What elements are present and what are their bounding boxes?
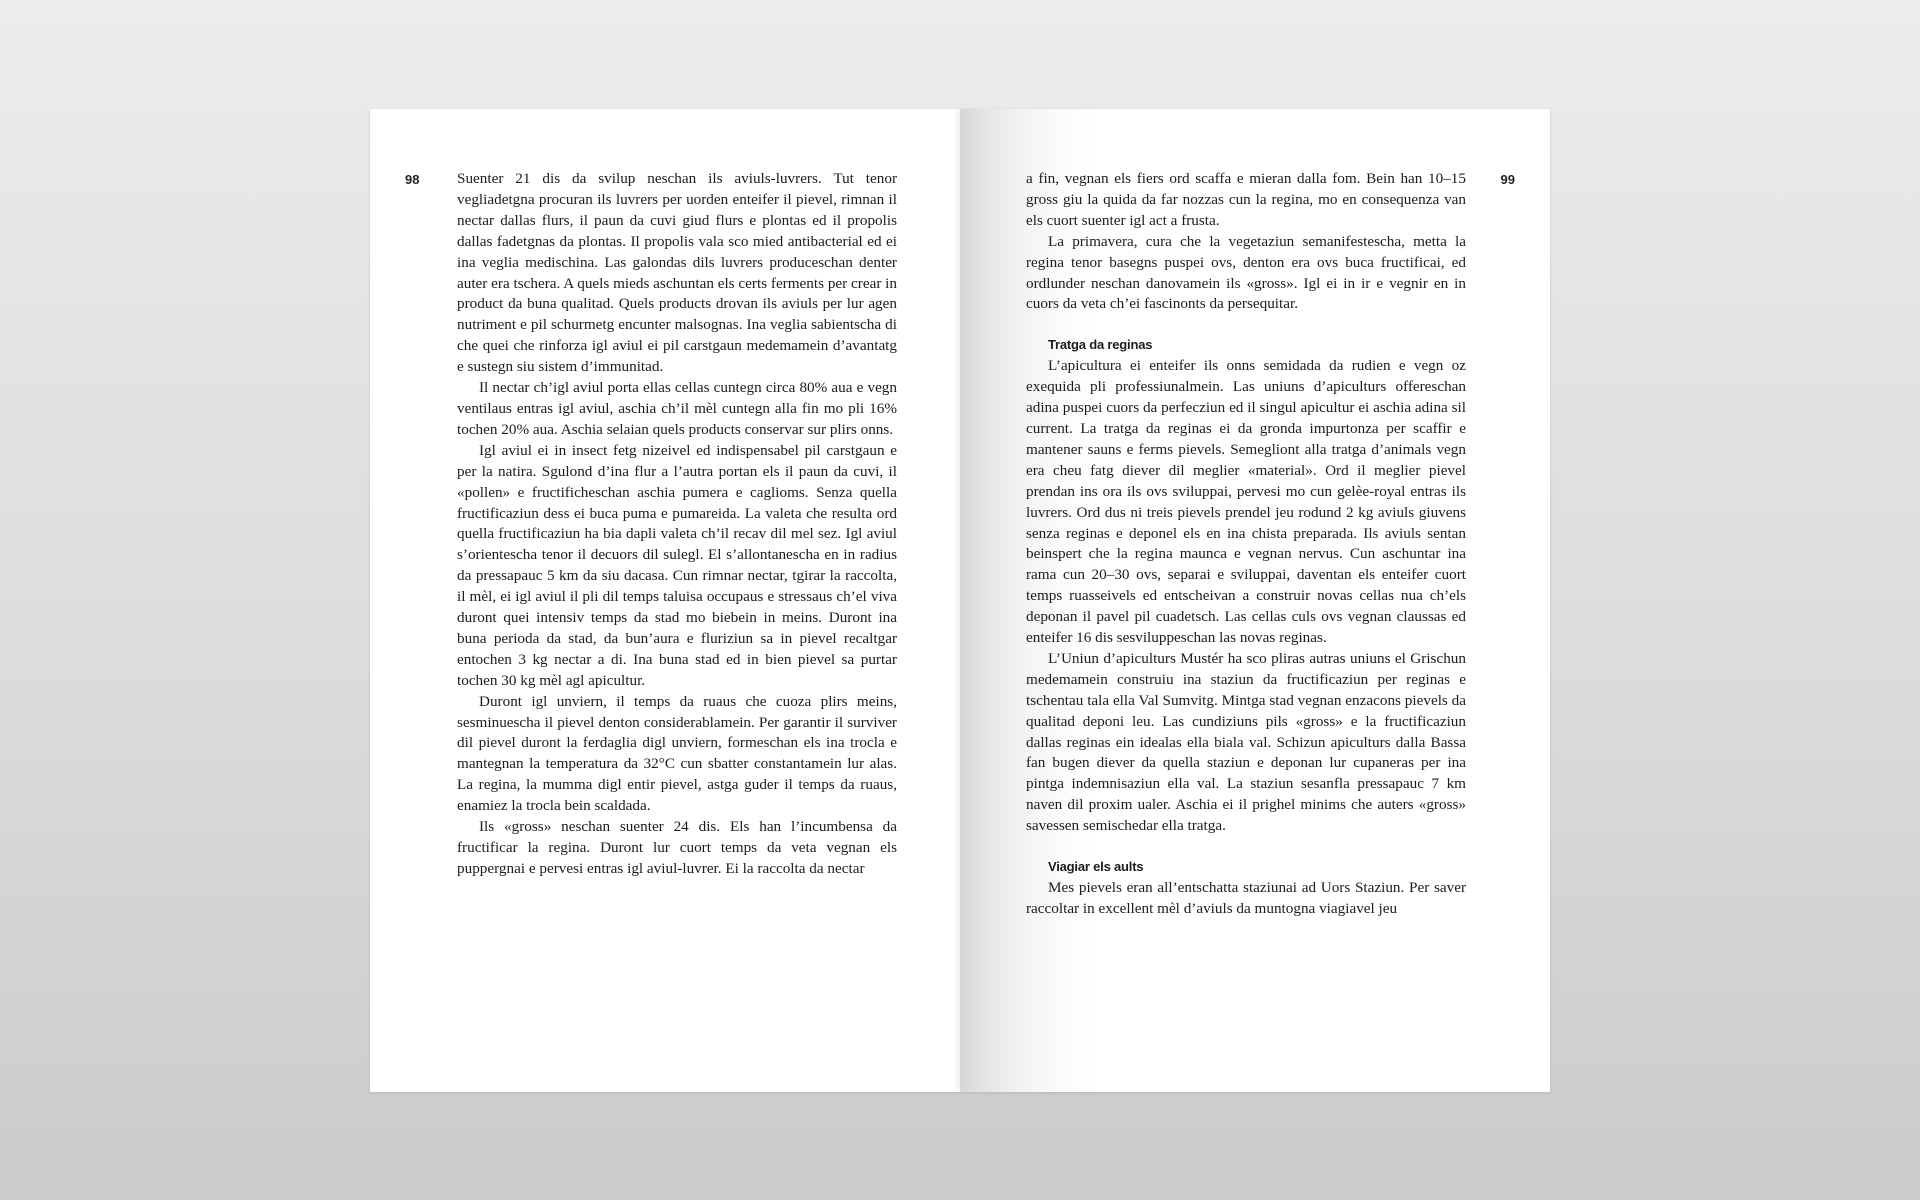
paragraph: L’Uniun d’apiculturs Mustér ha sco pliras autras uniuns el Grischun medemamein construiu ina staziun da fructificaziun per reginas e tschentau tala ella Val Sumvitg. Mintga stad vegnan enzacons pievels da qualitad deponi leu. Las cundiziuns pils «gross» e la fructificaziun dallas reginas ein idealas ella biala val. Schizun apiculturs dalla Bassa fan bugen diever da quella staziun e deponan lur cupaneras per ina pintga indemnisaziun ella val. La staziun sesanfla pressapauc 7 km naven dil proxim ualer. Aschia ei il prighel minims che auters «gross» savessen semischedar ella tratga.	[1026, 649, 1466, 835]
left-page-text	[457, 169, 897, 880]
paragraph: Suenter 21 dis da svilup neschan ils aviuls-luvrers. Tut tenor vegliadetgna procuran ils luvrers per uorden enteifer il pievel, rimnan il nectar dallas flurs, il paun da cuvi giud flurs e plontas ed il propolis dallas fadetgnas da plontas. Il propolis vala sco mied antibacterial ed ei ina veglia medischina. Las galondas dils luvrers produceschan denter auter era tschera. A quels mieds aschuntan els certs ferments per crear in product da buna qualitad. Quels products drovan ils aviuls per lur agen nutriment e pil schurmetg encunter malsognas. Ina veglia sabientscha di che quei che rinforza igl aviul ei pil carstgaun medemamein d’avantatg e sustegn siu sistem d’immunitad.	[457, 170, 897, 376]
paragraph: Mes pievels eran all’entschatta staziunai ad Uors Staziun. Per saver raccoltar in excellent mèl d’aviuls da muntogna viagiavel jeu	[1026, 879, 1466, 917]
paragraph: a fin, vegnan els fiers ord scaffa e mieran dalla fom. Bein han 10–15 gross giu la quida da far nozzas cun la regina, mo en consequenza van els cuort suenter igl act a frusta.	[1026, 170, 1466, 229]
page-number: 98	[405, 172, 420, 187]
left-page	[370, 109, 960, 1092]
paragraph: Ils «gross» neschan suenter 24 dis. Els han l’incumbensa da fructificar la regina. Duront lur cuort temps da veta vegnan els puppergnai e pervesi entras igl aviul-luvrer. Ei la raccolta da nectar	[457, 818, 897, 877]
section-heading: Viagiar els aults	[1048, 859, 1144, 875]
paragraph: Il nectar ch’igl aviul porta ellas cellas cuntegn circa 80% aua e vegn ventilaus entras igl aviul, aschia ch’il mèl cuntegn alla fin mo pli 16% tochen 20% aua. Aschia selaian quels products conservar sur plirs onns.	[457, 379, 897, 438]
paragraph: Duront igl unviern, il temps da ruaus che cuoza plirs meins, sesminuescha il pievel denton considerablamein. Per garantir il surviver dil pievel duront la ferdaglia digl unviern, formeschan els ina trocla e mantegnan la temperatura da 32°C cun sbatter constantamein lur alas. La regina, la mumma digl entir pievel, astga guder il temps da ruaus, enamiez la trocla bein scaldada.	[457, 692, 897, 815]
paragraph: Igl aviul ei in insect fetg nizeivel ed indispensabel pil carstgaun e per la natira. Sgulond d’ina flur a l’autra portan els il paun da cuvi, il «pollen» e fructificheschan aschia pumera e caglioms. Senza quella fructificaziun dess ei buca puma e pumareida. La valeta che resulta ord quella fructificaziun ha bia dapli valeta ch’il recav dil mel sez. Igl aviul s’orientescha tenor il decuors dil sulegl. El s’allontanescha en in radius da pressapauc 5 km da siu dacasa. Cun rimnar nectar, tgirar la raccolta, il mèl, ei igl aviul il pli dil temps taluisa occupaus e stressaus ch’el viva duront quei intensiv temps da stad mo biebein in meins. Duront ina buna perioda da stad, da bun’aura e fluriziun sa in pievel recaltgar entochen 3 kg nectar a di. Ina buna stad ed in bien pievel sa purtar tochen 30 kg mèl agl apicultur.	[457, 441, 897, 689]
page-number: 99	[1500, 172, 1515, 187]
paragraph: La primavera, cura che la vegetaziun semanifestescha, metta la regina tenor basegns puspei ovs, denton era ovs buca fructificai, ed ordlunder neschan danovamein ils «gross». Igl ei in ir e vegnir en in cuors da veta ch’ei fascinonts da persequitar.	[1026, 232, 1466, 313]
section-heading: Tratga da reginas	[1048, 337, 1153, 353]
right-page-text	[1026, 169, 1466, 920]
paragraph: L’apicultura ei enteifer ils onns semidada da rudien e vegn oz exequida pli professiunalmein. Las uniuns d’apiculturs offereschan adina puspei cuors da perfecziun ed il singul apicultur ei aschia adina sil current. La tratga da reginas ei da gronda impurtonza per scaffir e mantener sauns e ferms pievels. Semegliont alla tratga d’animals vegn era cheu fatg diever dil meglier «material». Ord il meglier pievel prendan ins ora ils ovs sviluppai, pervesi mo cun gelèe-royal entras ils luvrers. Ord dus ni treis pievels prendel jeu rodund 2 kg aviuls giuvens senza reginas e deponel els en ina chista preparada. Ils aviuls sentan beinspert che la regina maunca e vegnan nervus. Cun aschuntar ina rama cun 20–30 ovs, separai e sviluppai, daventan els enteifer cuort temps ruasseivels ed entscheivan a construir novas cellas nua ch’els deponan il pavel pil cuadetsch. Las cellas culs ovs vegnan claussas ed enteifer 16 dis sesviluppeschan las novas reginas.	[1026, 357, 1466, 647]
book-spread	[370, 109, 1550, 1092]
right-page	[960, 109, 1550, 1092]
